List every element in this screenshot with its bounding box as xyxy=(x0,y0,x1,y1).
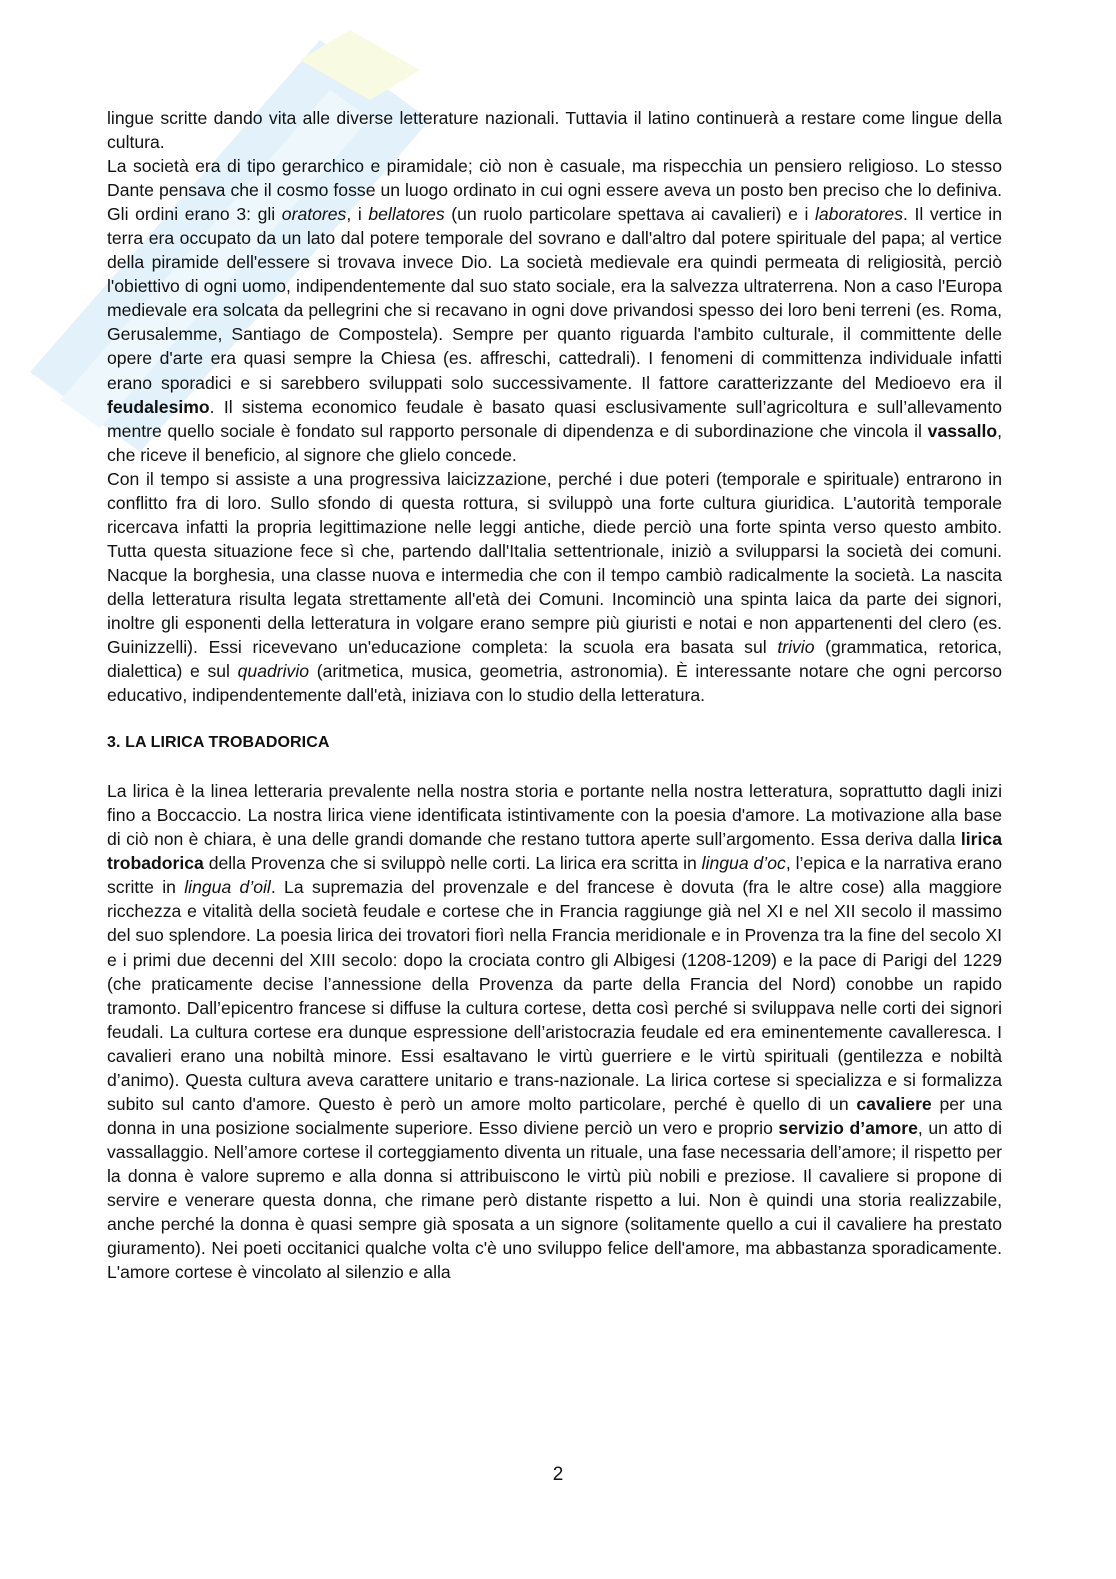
italic-term: trivio xyxy=(777,637,815,658)
lirica-section xyxy=(107,779,1002,1284)
text-run: . Il vertice in terra era occupato da un lato dal potere temporale del sovrano e dall'altro dal potere spirituale del papa; al vertice della piramide dell'essere si trovava invece Dio. La società medievale era quindi permeata di religiosità, perciò l'obiettivo di ogni uomo, indipendentemente dal suo stato sociale, era la salvezza ultraterrena. Non a caso l'Europa medievale era solcata da pellegrini che si recavano in ogni dove privandosi spesso dei loro beni terreni (es. Roma, Gerusalemme, Santiago de Compostela). Sempre per quanto riguarda l'ambito culturale, il committente delle opere d'arte era quasi sempre la Chiesa (es. affreschi, cattedrali). I fenomeni di committenza individuale infatti erano sporadici e si sarebbero sviluppati solo successivamente. Il fattore caratterizzante del Medioevo era il xyxy=(107,204,1002,393)
italic-term: laboratores xyxy=(814,204,904,225)
text-run: (un ruolo particolare spettava ai cavalieri) e i xyxy=(444,204,815,225)
text-run: , l’epica e la narrativa erano scritte in xyxy=(107,853,1002,898)
bold-term: servizio d’amore xyxy=(778,1117,918,1138)
italic-term: lingua d’oil xyxy=(184,877,271,898)
italic-term: bellatores xyxy=(368,204,445,225)
bold-term: cavaliere xyxy=(856,1093,932,1114)
page-number: 2 xyxy=(552,1464,564,1485)
document-page xyxy=(107,106,1002,1284)
text-run: La società era di tipo gerarchico e piramidale; ciò non è casuale, ma rispecchia un pensiero religioso. Lo stesso Dante pensava che il cosmo fosse un luogo ordinato in cui ogni essere aveva un posto ben preciso che lo definiva. Gli ordini erano 3: gli xyxy=(107,156,1002,225)
intro-section xyxy=(107,106,1002,707)
para-laicizzazione xyxy=(107,467,1002,707)
text-run: . Il sistema economico feudale è basato quasi esclusivamente sull’agricoltura e sull’allevamento mentre quello sociale è fondato sul rapporto personale di dipendenza e di subordinazione che vincola il xyxy=(107,396,1002,441)
text-run: lingue scritte dando vita alle diverse letterature nazionali. Tuttavia il latino continuerà a restare come lingue della cultura. xyxy=(107,108,1002,153)
bold-term: feudalesimo xyxy=(107,396,210,417)
text-run: della Provenza che si sviluppò nelle corti. La lirica era scritta in xyxy=(203,853,702,874)
bold-term: vassallo xyxy=(927,420,998,441)
text-run: , un atto di vassallaggio. Nell’amore cortese il corteggiamento diventa un rituale, una fase necessaria dell’amore; il rispetto per la donna è valore supremo e alla donna si attribuiscono le virtù più nobili e preziose. Il cavaliere si propone di servire e venerare questa donna, che rimane però distante rispetto a lui. Non è quindi una storia realizzabile, anche perché la donna è quasi sempre già sposata a un signore (solitamente quello a cui il cavaliere ha prestato giuramento). Nei poeti occitanici qualche volta c'è uno sviluppo felice dell'amore, ma abbastanza sporadicamente. L'amore cortese è vincolato al silenzio e alla xyxy=(107,1117,1002,1283)
italic-term: quadrivio xyxy=(237,661,310,682)
italic-term: oratores xyxy=(281,204,347,225)
text-run: (grammatica, retorica, dialettica) e sul xyxy=(107,637,1003,682)
para-societa-gerarchica xyxy=(107,154,1002,467)
text-run: (aritmetica, musica, geometria, astronomia). È interessante notare che ogni percorso educativo, indipendentemente dall'età, iniziava con lo studio della letteratura. xyxy=(107,661,1002,706)
text-run: , i xyxy=(346,204,369,225)
italic-term: lingua d’oc xyxy=(701,853,786,874)
text-run: . La supremazia del provenzale e del francese è dovuta (fra le altre cose) alla maggiore ricchezza e vitalità della società feudale e cortese che in Francia raggiunge già nel XI e nel XII secolo il massimo del suo splendore. La poesia lirica dei trovatori fiorì nella Francia meridionale e in Provenza tra la fine del secolo XI e i primi due decenni del XIII secolo: dopo la crociata contro gli Albigesi (1208-1209) e la pace di Parigi del 1229 (che praticamente decise l’annessione della Provenza da parte della Francia del Nord) conobbe un rapido tramonto. Dall’epicentro francese si diffuse la cultura cortese, detta così perché si sviluppava nelle corti dei signori feudali. La cultura cortese era dunque espressione dell’aristocrazia feudale ed era eminentemente cavalleresca. I cavalieri erano una nobiltà minore. Essi esaltavano le virtù guerriere e le virtù spirituali (gentilezza e nobiltà d’animo). Questa cultura aveva carattere unitario e trans-nazionale. La lirica cortese si specializza e si formalizza subito sul canto d'amore. Questo è però un amore molto particolare, perché è quello di un xyxy=(107,877,1002,1114)
para-continuation xyxy=(107,106,1002,154)
text-run: per una donna in una posizione socialmente superiore. Esso diviene perciò un vero e proprio xyxy=(107,1093,1002,1138)
section-heading: 3. LA LIRICA TROBADORICA xyxy=(107,734,330,752)
text-run: La lirica è la linea letteraria prevalente nella nostra storia e portante nella nostra letteratura, soprattutto dagli inizi fino a Boccaccio. La nostra lirica viene identificata istintivamente con la poesia d'amore. La motivazione alla base di ciò non è chiara, è una delle grandi domande che restano tuttora aperte sull’argomento. Essa deriva dalla xyxy=(107,781,1002,850)
text-run: Con il tempo si assiste a una progressiva laicizzazione, perché i due poteri (temporale e spirituale) entrarono in conflitto fra di loro. Sullo sfondo di questa rottura, si sviluppò una forte cultura giuridica. L'autorità temporale ricercava infatti la propria legittimazione nelle leggi antiche, diede perciò una forte spinta verso questo ambito. Tutta questa situazione fece sì che, partendo dall'Italia settentrionale, iniziò a svilupparsi la società dei comuni. Nacque la borghesia, una classe nuova e intermedia che con il tempo cambiò radicalmente la società. La nascita della letteratura risulta legata strettamente all'età dei Comuni. Incominciò una spinta laica da parte dei signori, inoltre gli esponenti della letteratura in volgare erano sempre più giuristi e notai e non appartenenti del clero (es. Guinizzelli). Essi ricevevano un'educazione completa: la scuola era basata sul xyxy=(107,468,1002,658)
text-run: , che riceve il beneficio, al signore che glielo concede. xyxy=(107,420,1002,465)
para-lirica-trobadorica xyxy=(107,779,1002,1284)
bold-term: lirica trobadorica xyxy=(107,829,1002,874)
